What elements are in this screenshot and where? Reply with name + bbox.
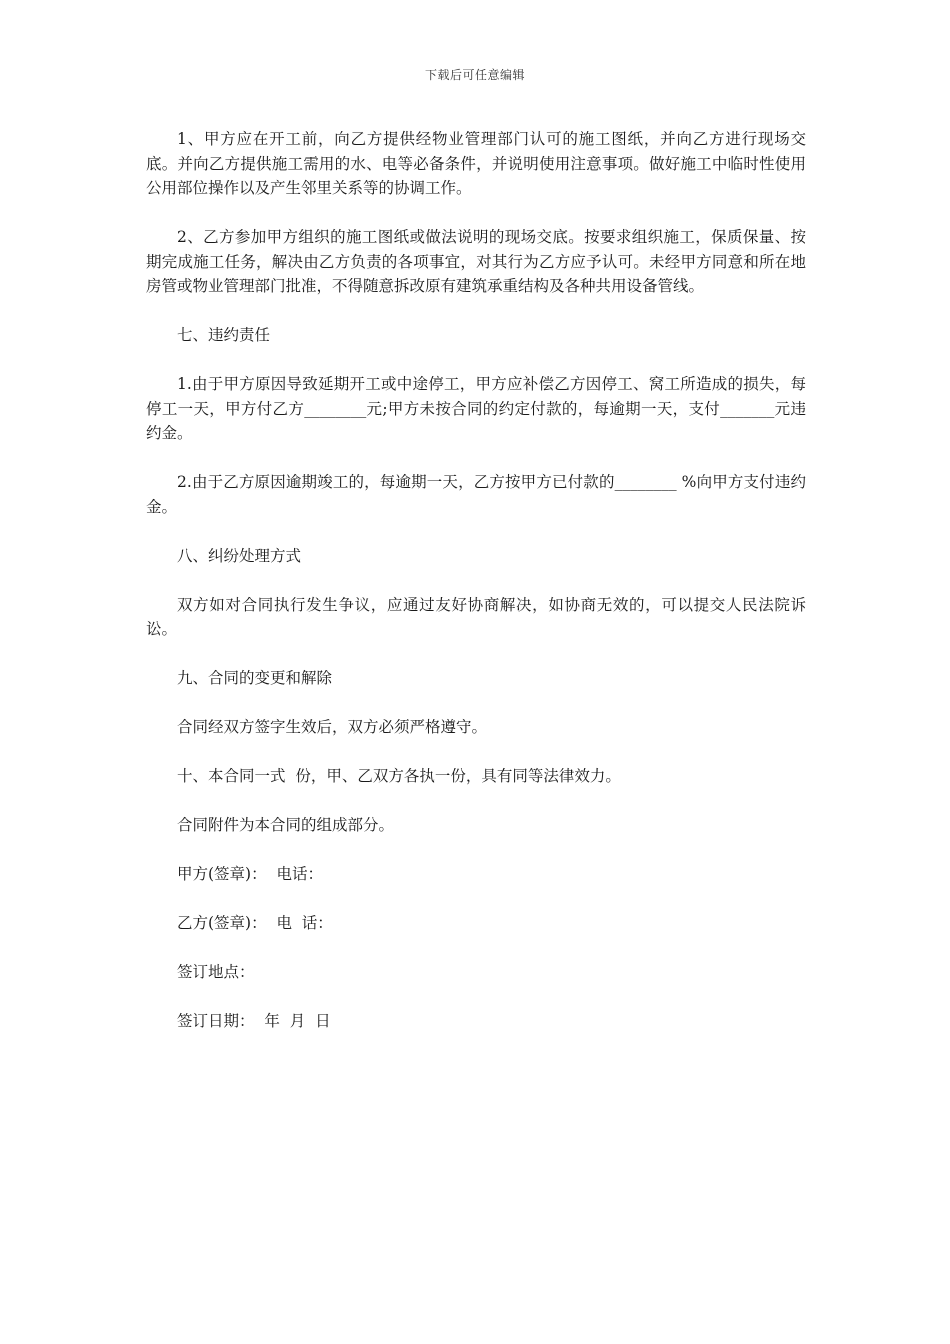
clause-party-a-duty: 1、甲方应在开工前，向乙方提供经物业管理部门认可的施工图纸，并向乙方进行现场交底。并向乙方提供施工需用的水、电等必备条件，并说明使用注意事项。做好施工中临时性使用公用部位操作以及产生邻里关系等的协调工作。	[146, 130, 806, 197]
section-heading-amendment: 九、合同的变更和解除	[177, 669, 333, 687]
document-body	[146, 127, 806, 1034]
signing-date: 签订日期： 年 月 日	[177, 1012, 331, 1030]
section-heading-dispute: 八、纠纷处理方式	[177, 546, 302, 565]
clause-attachments: 合同附件为本合同的组成部分。	[177, 816, 395, 834]
clause-amendment: 合同经双方签字生效后，双方必须严格遵守。	[177, 718, 488, 736]
signature-party-b: 乙方(签章)： 电 话：	[177, 914, 333, 932]
page-header: 下载后可任意编辑	[424, 68, 525, 82]
clause-party-b-duty: 2、乙方参加甲方组织的施工图纸或做法说明的现场交底。按要求组织施工，保质保量、按期完成施工任务，解决由乙方负责的各项事宜，对其行为乙方应予认可。未经甲方同意和所在地房管或物业管理部门批准，不得随意拆改原有建筑承重结构及各种共用设备管线。	[146, 228, 806, 295]
clause-breach-party-a: 1.由于甲方原因导致延期开工或中途停工，甲方应补偿乙方因停工、窝工所造成的损失，每停工一天，甲方付乙方________元;甲方未按合同的约定付款的，每逾期一天，支付_______元违约金。	[146, 375, 806, 442]
section-heading-breach: 七、违约责任	[177, 326, 271, 344]
clause-breach-party-b: 2.由于乙方原因逾期竣工的，每逾期一天，乙方按甲方已付款的________ %向甲方支付违约金。	[146, 473, 806, 516]
signature-party-a: 甲方(签章)： 电话：	[177, 865, 323, 883]
clause-dispute: 双方如对合同执行发生争议，应通过友好协商解决，如协商无效的，可以提交人民法院诉讼。	[146, 595, 806, 638]
clause-copies: 十、本合同一式 份，甲、乙双方各执一份，具有同等法律效力。	[177, 767, 621, 785]
signing-place: 签订地点：	[177, 963, 255, 981]
